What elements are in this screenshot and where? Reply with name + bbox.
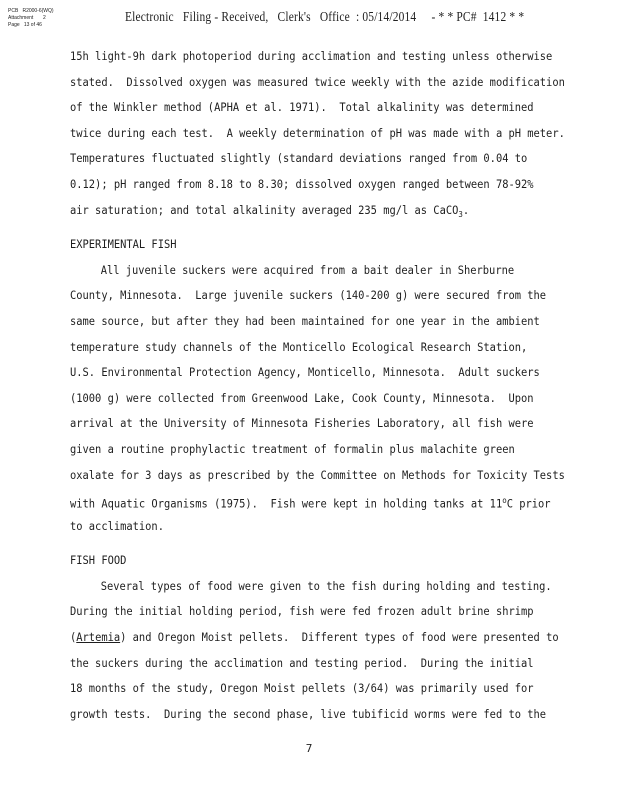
text-line: County, Minnesota. Large juvenile suckers (140-200 g) were secured from the (70, 289, 547, 303)
paren-open: ( (70, 631, 77, 645)
section-heading-experimental-fish: EXPERIMENTAL FISH (70, 238, 177, 252)
paragraph-fish-food (70, 574, 590, 728)
artemia-term: Artemia (76, 631, 121, 645)
stamp-attachment-row (8, 15, 54, 22)
filing-header: Electronic Filing - Received, Clerk's Office : 05/14/2014 - * * PC# 1412 * * (125, 10, 525, 25)
text-line: the suckers during the acclimation and testing period. During the initial (70, 656, 534, 670)
text-line: (1000 g) were collected from Greenwood Lake, Cook County, Minnesota. Upon (70, 391, 534, 405)
sentence-end: . (462, 203, 470, 217)
paragraph-methods (70, 44, 590, 223)
subscript-3: 3 (458, 209, 463, 219)
text-line: given a routine prophylactic treatment of formalin plus malachite green (70, 442, 515, 456)
text-line: twice during each test. A weekly determination of pH was made with a pH meter. (70, 126, 565, 140)
paragraph-experimental-fish (70, 258, 590, 540)
text-line (70, 625, 559, 651)
text-line: arrival at the University of Minnesota Fisheries Laboratory, all fish were (70, 417, 534, 431)
text-line: to acclimation. (70, 519, 164, 533)
pellets-text: ) and Oregon Moist pellets. Different types of food were presented to (120, 631, 559, 645)
text-line: oxalate for 3 days as prescribed by the Committee on Methods for Toxicity Tests (70, 468, 565, 482)
stamp-attachment-value: 2 (43, 15, 46, 21)
stamp-page-row (8, 22, 54, 29)
text-line: 0.12); pH ranged from 8.18 to 8.30; dissolved oxygen ranged between 78-92% (70, 177, 534, 191)
holding-text: with Aquatic Organisms (1975). Fish were kept in holding tanks at 11 (70, 497, 503, 511)
text-line: stated. Dissolved oxygen was measured twice weekly with the azide modification (70, 75, 565, 89)
document-body (70, 44, 590, 727)
text-line: 15h light-9h dark photoperiod during acclimation and testing unless otherwise (70, 50, 553, 63)
text-line: All juvenile suckers were acquired from a bait dealer in Sherburne (100, 263, 515, 277)
text-line: U.S. Environmental Protection Agency, Monticello, Minnesota. Adult suckers (70, 366, 540, 380)
text-line: growth tests. During the second phase, live tubificid worms were fed to the (70, 707, 547, 721)
text-line: of the Winkler method (APHA et al. 1971). Total alkalinity was determined (70, 101, 534, 115)
filing-stamp (8, 8, 54, 29)
text-line (70, 198, 554, 224)
alkalinity-text: air saturation; and total alkalinity averaged 235 mg/l as CaCO (70, 203, 459, 217)
stamp-page-value: 13 of 46 (23, 22, 42, 28)
text-line (70, 488, 554, 514)
text-line: Several types of food were given to the fish during holding and testing. (100, 579, 552, 593)
section-heading-fish-food: FISH FOOD (70, 554, 127, 568)
text-line: temperature study channels of the Monticello Ecological Research Station, (70, 340, 528, 354)
holding-text-end: C prior (506, 497, 551, 511)
stamp-pcb-row (8, 8, 54, 15)
text-line: During the initial holding period, fish were fed frozen adult brine shrimp (70, 605, 534, 619)
stamp-page-label: Page (8, 22, 20, 28)
stamp-pcb-label: PCB (8, 8, 19, 14)
text-line: 18 months of the study, Oregon Moist pellets (3/64) was primarily used for (70, 682, 534, 696)
page-number: 7 (305, 742, 313, 755)
text-line: Temperatures fluctuated slightly (standard deviations ranged from 0.04 to (70, 152, 528, 166)
degree-symbol: o (502, 496, 507, 506)
stamp-pcb-value: R2000-6(WQ) (22, 8, 54, 14)
stamp-attachment-label: Attachment (8, 15, 34, 21)
text-line: same source, but after they had been maintained for one year in the ambient (70, 314, 540, 328)
